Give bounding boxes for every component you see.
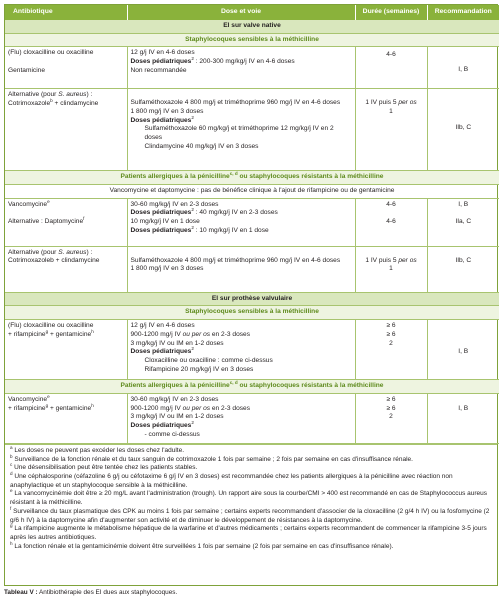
table-row xyxy=(5,47,499,89)
dose-line: Doses pédiatriques$^2$ : 10 mg/kg/j IV en 1 dose xyxy=(130,224,269,234)
dose-line: Doses pédiatriques$^2$ xyxy=(130,114,194,124)
recommendation-cell: I, B xyxy=(427,47,499,89)
table-row xyxy=(5,320,499,380)
dose-line: Doses pédiatriques$^2$ xyxy=(130,419,194,429)
dose-cell xyxy=(127,393,355,443)
antibiotic-name: Cotrimoxazoleb + clindamycine xyxy=(8,257,100,265)
footnote-item: $^h$ La fonction rénale et la gentamicinémie doivent être surveillées 1 fois par semaine (2 fois par semaine en cas d'insuffisance rénale). xyxy=(10,540,394,550)
antibiotic-table-frame xyxy=(4,4,498,586)
dose-line: Sulfaméthoxazole 4 800 mg/j et triméthoprime 960 mg/j IV en 4-6 doses xyxy=(130,256,341,264)
dose-cell xyxy=(127,198,355,246)
dose-line: Doses pédiatriques$^2$ xyxy=(130,346,194,356)
dose-line: - comme ci-dessus xyxy=(144,430,200,438)
table-row xyxy=(5,393,499,443)
dose-line: 10 mg/kg/j IV en 1 dose xyxy=(130,218,200,226)
section-row xyxy=(5,20,499,33)
subsection-title: Staphylocoques sensibles à la méthicilline xyxy=(5,33,499,47)
dose-line: Doses pédiatriques$^2$ : 200-300 mg/kg/j IV en 4-6 doses xyxy=(130,55,295,66)
recommendation-cell: I, B xyxy=(427,393,499,443)
dose-line: 3 mg/kg/j IV ou IM en 1-2 doses xyxy=(130,413,224,421)
table-row xyxy=(5,198,499,246)
header-dose: Dose et voie xyxy=(127,5,355,20)
subsection-title: Staphylocoques sensibles à la méthicilline xyxy=(5,306,499,320)
antibiotic-name: Cotrimoxazole$^b$ + clindamycine xyxy=(8,97,99,108)
subsection-row xyxy=(5,33,499,47)
dose-line: 12 g/j IV en 4-6 doses xyxy=(130,322,195,330)
section-title: El sur valve native xyxy=(5,20,499,33)
dose-cell xyxy=(127,89,355,171)
dose-cell xyxy=(127,320,355,380)
antibiotic-cell xyxy=(5,198,127,246)
header-antibiotique: Antibiotique xyxy=(5,5,127,20)
section-row xyxy=(5,292,499,306)
dose-line: 1 800 mg/j IV en 3 doses xyxy=(130,108,204,116)
footnote-item: $^a$ Les doses ne peuvent pas excéder les doses chez l'adulte. xyxy=(10,444,184,454)
dose-line: Sulfaméthoxazole 60 mg/kg/j et triméthoprime 12 mg/kg/j IV en 2 doses xyxy=(144,125,334,142)
footnote-item: $^f$ Surveillance du taux plasmatique des CPK au moins 1 fois par semaine ; certains experts recommandent d'associer de la cloxacilline (2 g/4 h IV) ou la fosfomycine (2 g/6 h IV) à la daptomycine afin d'augmenter son activité et de diminuer le développement de résistances à la daptomycine. xyxy=(10,505,490,524)
antibiotic-name: Vancomycine$^e$ xyxy=(8,198,50,208)
recommendation-cell: IIb, C xyxy=(427,246,499,292)
recommendation-cell: IIb, C xyxy=(427,89,499,171)
dose-line: 30-60 mg/kg/j IV en 2-3 doses xyxy=(130,200,219,208)
dose-cell xyxy=(127,47,355,89)
recommendation-cell: I, B IIa, C xyxy=(427,198,499,246)
header-recommandation: Recommandation xyxy=(427,5,499,20)
footnote-item: $^d$ Une céphalosporine (céfazoline 6 g/j ou céfotaxime 6 g/j IV en 3 doses) est recommandée chez les patients allergiques à la pénicilline avec réaction non anaphylactique et un staphylocoque sensible à la méthicilline. xyxy=(10,470,453,489)
subsection-title: Patients allergiques à la pénicilline$^{c, d}$ ou staphylocoques résistants à la méthicilline xyxy=(5,171,499,185)
antibiotic-table xyxy=(5,5,499,444)
antibiotic-cell xyxy=(5,246,127,292)
antibiotic-name: Gentamicine xyxy=(8,67,46,75)
antibiotic-name: + rifampicine$^g$ + gentamicine$^h$ xyxy=(8,402,94,412)
footnote-item: $^e$ La vancomycinémie doit être ≥ 20 mg/L avant l'administration (trough). Un rapport aire sous la courbe/CMI > 400 est recommandé en cas de Staphylococcus aureus résistant à la méthicilline. xyxy=(10,488,487,507)
dose-cell xyxy=(127,246,355,292)
subsection-row xyxy=(5,171,499,185)
dose-line: Sulfaméthoxazole 4 800 mg/j et triméthoprime 960 mg/j IV en 4-6 doses xyxy=(130,99,341,107)
note-row xyxy=(5,185,499,199)
table-row xyxy=(5,89,499,171)
duration-cell: 4-6 4-6 xyxy=(355,198,427,246)
recommendation-cell: I, B xyxy=(427,320,499,380)
note-text: Vancomycine et daptomycine : pas de bénéfice clinique à l'ajout de rifampicine ou de gentamicine xyxy=(5,185,499,199)
footnote-item: $^g$ La rifampicine augmente le métabolisme hépatique de la warfarine et d'autres médicaments ; certains experts recommandent de commencer la rifampicine 3-5 jours après les autres antibiotiques. xyxy=(10,523,487,541)
antibiotic-cell xyxy=(5,47,127,89)
section-title: El sur prothèse valvulaire xyxy=(5,292,499,306)
table-row xyxy=(5,246,499,292)
subsection-title: Patients allergiques à la pénicilline$^{c, d}$ ou staphylocoques résistants à la méthicilline xyxy=(5,380,499,394)
duration-cell: 1 IV puis 5 per os 1 xyxy=(355,89,427,171)
antibiotic-cell xyxy=(5,393,127,443)
footnote-item: $^c$ Une désensibilisation peut être tentée chez les patients stables. xyxy=(10,462,198,472)
dose-line: 1 800 mg/j IV en 3 doses xyxy=(130,265,204,273)
duration-cell: ≥ 6 ≥ 6 2 xyxy=(355,320,427,380)
table-header-row xyxy=(5,5,499,20)
antibiotic-cell xyxy=(5,320,127,380)
antibiotic-name: (Flu) cloxacilline ou oxacilline xyxy=(8,322,94,330)
subsection-row xyxy=(5,306,499,320)
antibiotic-name: Alternative : Daptomycine$^f$ xyxy=(8,216,85,226)
antibiotic-name: Vancomycine$^e$ xyxy=(8,393,50,403)
header-duree: Durée (semaines) xyxy=(355,5,427,20)
dose-line: Doses pédiatriques$^2$ : 40 mg/kg/j IV en 2-3 doses xyxy=(130,207,278,217)
dose-line: 30-60 mg/kg/j IV en 2-3 doses xyxy=(130,395,219,403)
footnote-item: $^b$ Surveillance de la fonction rénale et du taux sanguin de cotrimoxazole 1 fois par semaine ; 2 fois par semaine en cas d'insuffisance rénale. xyxy=(10,453,413,463)
dose-line: Rifampicine 20 mg/kg/j IV en 3 doses xyxy=(144,365,254,373)
duration-cell: 4-6 xyxy=(355,47,427,89)
dose-line: 3 mg/kg/j IV ou IM en 1-2 doses xyxy=(130,339,224,347)
dose-line: 900-1200 mg/j IV ou per os en 2-3 doses xyxy=(130,330,251,338)
dose-line: Clindamycine 40 mg/kg/j IV en 3 doses xyxy=(144,142,259,150)
antibiotic-cell xyxy=(5,89,127,171)
dose-line: 12 g/j IV en 4-6 doses xyxy=(130,49,195,57)
antibiotic-name: (Flu) cloxacilline ou oxacilline xyxy=(8,49,94,57)
dose-line: Non recommandée xyxy=(130,66,187,74)
duration-cell: ≥ 6 ≥ 6 2 xyxy=(355,393,427,443)
antibiotic-name: Alternative (pour S. aureus) : xyxy=(8,248,93,256)
subsection-row xyxy=(5,380,499,394)
footnotes xyxy=(5,444,497,553)
antibiotic-name: Alternative (pour S. aureus) : xyxy=(8,91,93,99)
dose-line: Cloxacilline ou oxacilline : comme ci-dessus xyxy=(144,357,273,364)
duration-cell: 1 IV puis 5 per os 1 xyxy=(355,246,427,292)
dose-line: 900-1200 mg/j IV ou per os en 2-3 doses xyxy=(130,404,251,412)
table-caption: Tableau V : Antibiothérapie des EI dues aux staphylocoques. xyxy=(4,589,178,596)
antibiotic-name: + rifampicine$^g$ + gentamicine$^h$ xyxy=(8,328,94,338)
